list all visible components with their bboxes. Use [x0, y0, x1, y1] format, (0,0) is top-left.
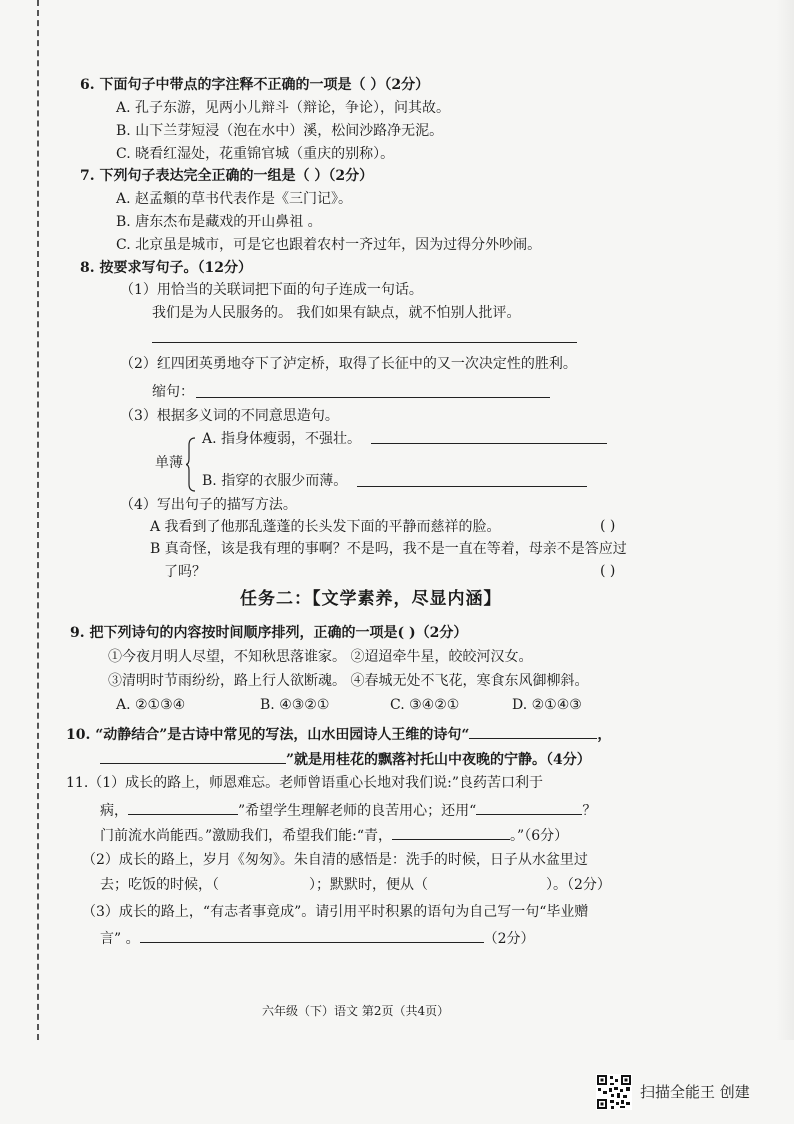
binding-margin-line [37, 0, 39, 1040]
q10-line1 [66, 724, 611, 744]
q8-part1-prompt: （1）用恰当的关联词把下面的句子连成一句话。 [120, 282, 423, 298]
q11-text-7b: （2分） [483, 931, 535, 947]
q8-part1-sentence: 我们是为人民服务的。 我们如果有缺点，就不怕别人批评。 [152, 305, 521, 321]
q8-part2-prompt: （2）红四团英勇地夺下了泸定桥，取得了长征中的又一次决定性的胜利。 [120, 356, 577, 372]
q11-text-2b: ”希望学生理解老师的良苦用心；还用“ [238, 803, 477, 819]
q11-text-5a: 去；吃饭的时候，（ [100, 877, 219, 893]
q10-blank-1[interactable] [469, 724, 597, 739]
q10-blank-2[interactable] [100, 749, 286, 764]
q9-option-b: B. ④③②① [260, 697, 330, 713]
q8-part4-a-paren[interactable]: ( ) [600, 518, 616, 534]
brace-icon [186, 437, 196, 492]
q8-part3-word: 单薄 [155, 455, 183, 471]
q11-text-2c: ？ [582, 803, 597, 819]
q7-stem: 7. 下列句子表达完全正确的一组是（ ）（2分） [80, 168, 374, 184]
q10-text-1: 10. “动静结合”是古诗中常见的写法，山水田园诗人王维的诗句“ [66, 727, 470, 743]
q11-text-3b: 。”（6分） [510, 828, 569, 844]
q11-text-3a: 门前流水尚能西。”激励我们，希望我们能:“青， [100, 828, 393, 844]
q11-blank-3[interactable] [392, 825, 510, 840]
q8-part4-prompt: （4）写出句子的描写方法。 [120, 497, 297, 513]
scan-shadow [776, 0, 794, 1040]
q8-part4-a: A 我看到了他那乱蓬蓬的长头发下面的平静而慈祥的脸。 [150, 519, 501, 535]
q8-part4-b-line2: 了吗？ [164, 564, 206, 580]
q9-stem: 9. 把下列诗句的内容按时间顺序排列，正确的一项是( )（2分） [70, 625, 468, 641]
q8-part4-b-line1: B 真奇怪，该是我有理的事啊？不是吗，我不是一直在等着，母亲不是答应过 [150, 541, 627, 557]
page-footer: 六年级（下）语文 第2页（共4页） [262, 1004, 450, 1018]
q11-line4: （2）成长的路上，岁月《匆匆》。朱自清的感悟是：洗手的时候，日子从水盆里过 [82, 852, 588, 868]
q9-option-d: D. ②①④③ [512, 697, 582, 713]
q8-part3-b-answer-line[interactable] [357, 486, 587, 487]
q10-line2 [100, 749, 591, 769]
q11-line6: （3）成长的路上，“有志者事竟成”。请引用平时积累的语句为自己写一句“毕业赠 [82, 904, 589, 920]
scanner-watermark: 扫描全能王 创建 [640, 1083, 750, 1101]
q11-blank-1[interactable] [128, 800, 238, 815]
q7-option-c: C. 北京虽是城市，可是它也跟着农村一齐过年，因为过得分外吵闹。 [116, 237, 542, 253]
section2-title: 任务二：【文学素养，尽显内涵】 [240, 589, 502, 609]
q8-part3-a-answer-line[interactable] [371, 443, 607, 444]
q11-blank-2[interactable] [476, 800, 582, 815]
q8-part1-answer-line[interactable] [152, 342, 577, 343]
q9-option-c: C. ③④②① [390, 697, 460, 713]
q11-text-5c: ）。（2分） [546, 877, 611, 893]
q6-option-a: A. 孔子东游，见两小儿辩斗（辩论，争论），问其故。 [116, 100, 451, 116]
qr-code-icon [596, 1074, 632, 1110]
q7-option-a: A. 赵孟頫的草书代表作是《三门记》。 [116, 191, 353, 207]
q7-option-b: B. 唐东杰布是藏戏的开山鼻祖 。 [116, 214, 322, 230]
q6-option-b: B. 山下兰芽短浸（泡在水中）溪，松间沙路净无泥。 [116, 123, 444, 139]
q8-part3-option-a: A. 指身体瘦弱，不强壮。 [202, 431, 362, 447]
q8-part2-answer-line[interactable] [196, 397, 550, 398]
q9-poems-line2: ③清明时节雨纷纷，路上行人欲断魂。 ④春城无处不飞花，寒食东风御柳斜。 [108, 673, 589, 689]
q11-line5 [100, 876, 611, 894]
q11-line2 [100, 800, 596, 820]
q6-stem: 6. 下面句子中带点的字注释不正确的一项是（ ）（2分） [80, 77, 430, 93]
q11-text-2a: 病， [100, 803, 128, 819]
q6-option-c: C. 晓看红湿处，花重锦官城（重庆的别称）。 [116, 146, 395, 162]
q8-part4-b-paren[interactable]: ( ) [600, 563, 616, 579]
q8-part3-option-b: B. 指穿的衣服少而薄。 [202, 473, 348, 489]
q11-line3 [100, 825, 568, 845]
q8-stem: 8. 按要求写句子。（12分） [80, 260, 252, 276]
q9-option-a: A. ②①③④ [116, 697, 186, 713]
q10-comma: ， [597, 727, 612, 743]
q9-poems-line1: ①今夜月明人尽望，不知秋思落谁家。 ②迢迢牵牛星，皎皎河汉女。 [108, 649, 533, 665]
q8-part2-label: 缩句： [152, 384, 194, 400]
q11-line1: 11.（1）成长的路上，师恩难忘。老师曾语重心长地对我们说:”良药苦口利于 [66, 775, 544, 791]
q8-part3-prompt: （3）根据多义词的不同意思造句。 [120, 408, 339, 424]
q11-line7 [100, 928, 535, 948]
q11-blank-4[interactable] [140, 928, 484, 943]
q10-text-2: ”就是用桂花的飘落衬托山中夜晚的宁静。（4分） [286, 752, 591, 768]
q11-text-5b: ）；默默时，便从（ [309, 877, 428, 893]
q11-text-7a: 言” 。 [100, 931, 140, 947]
